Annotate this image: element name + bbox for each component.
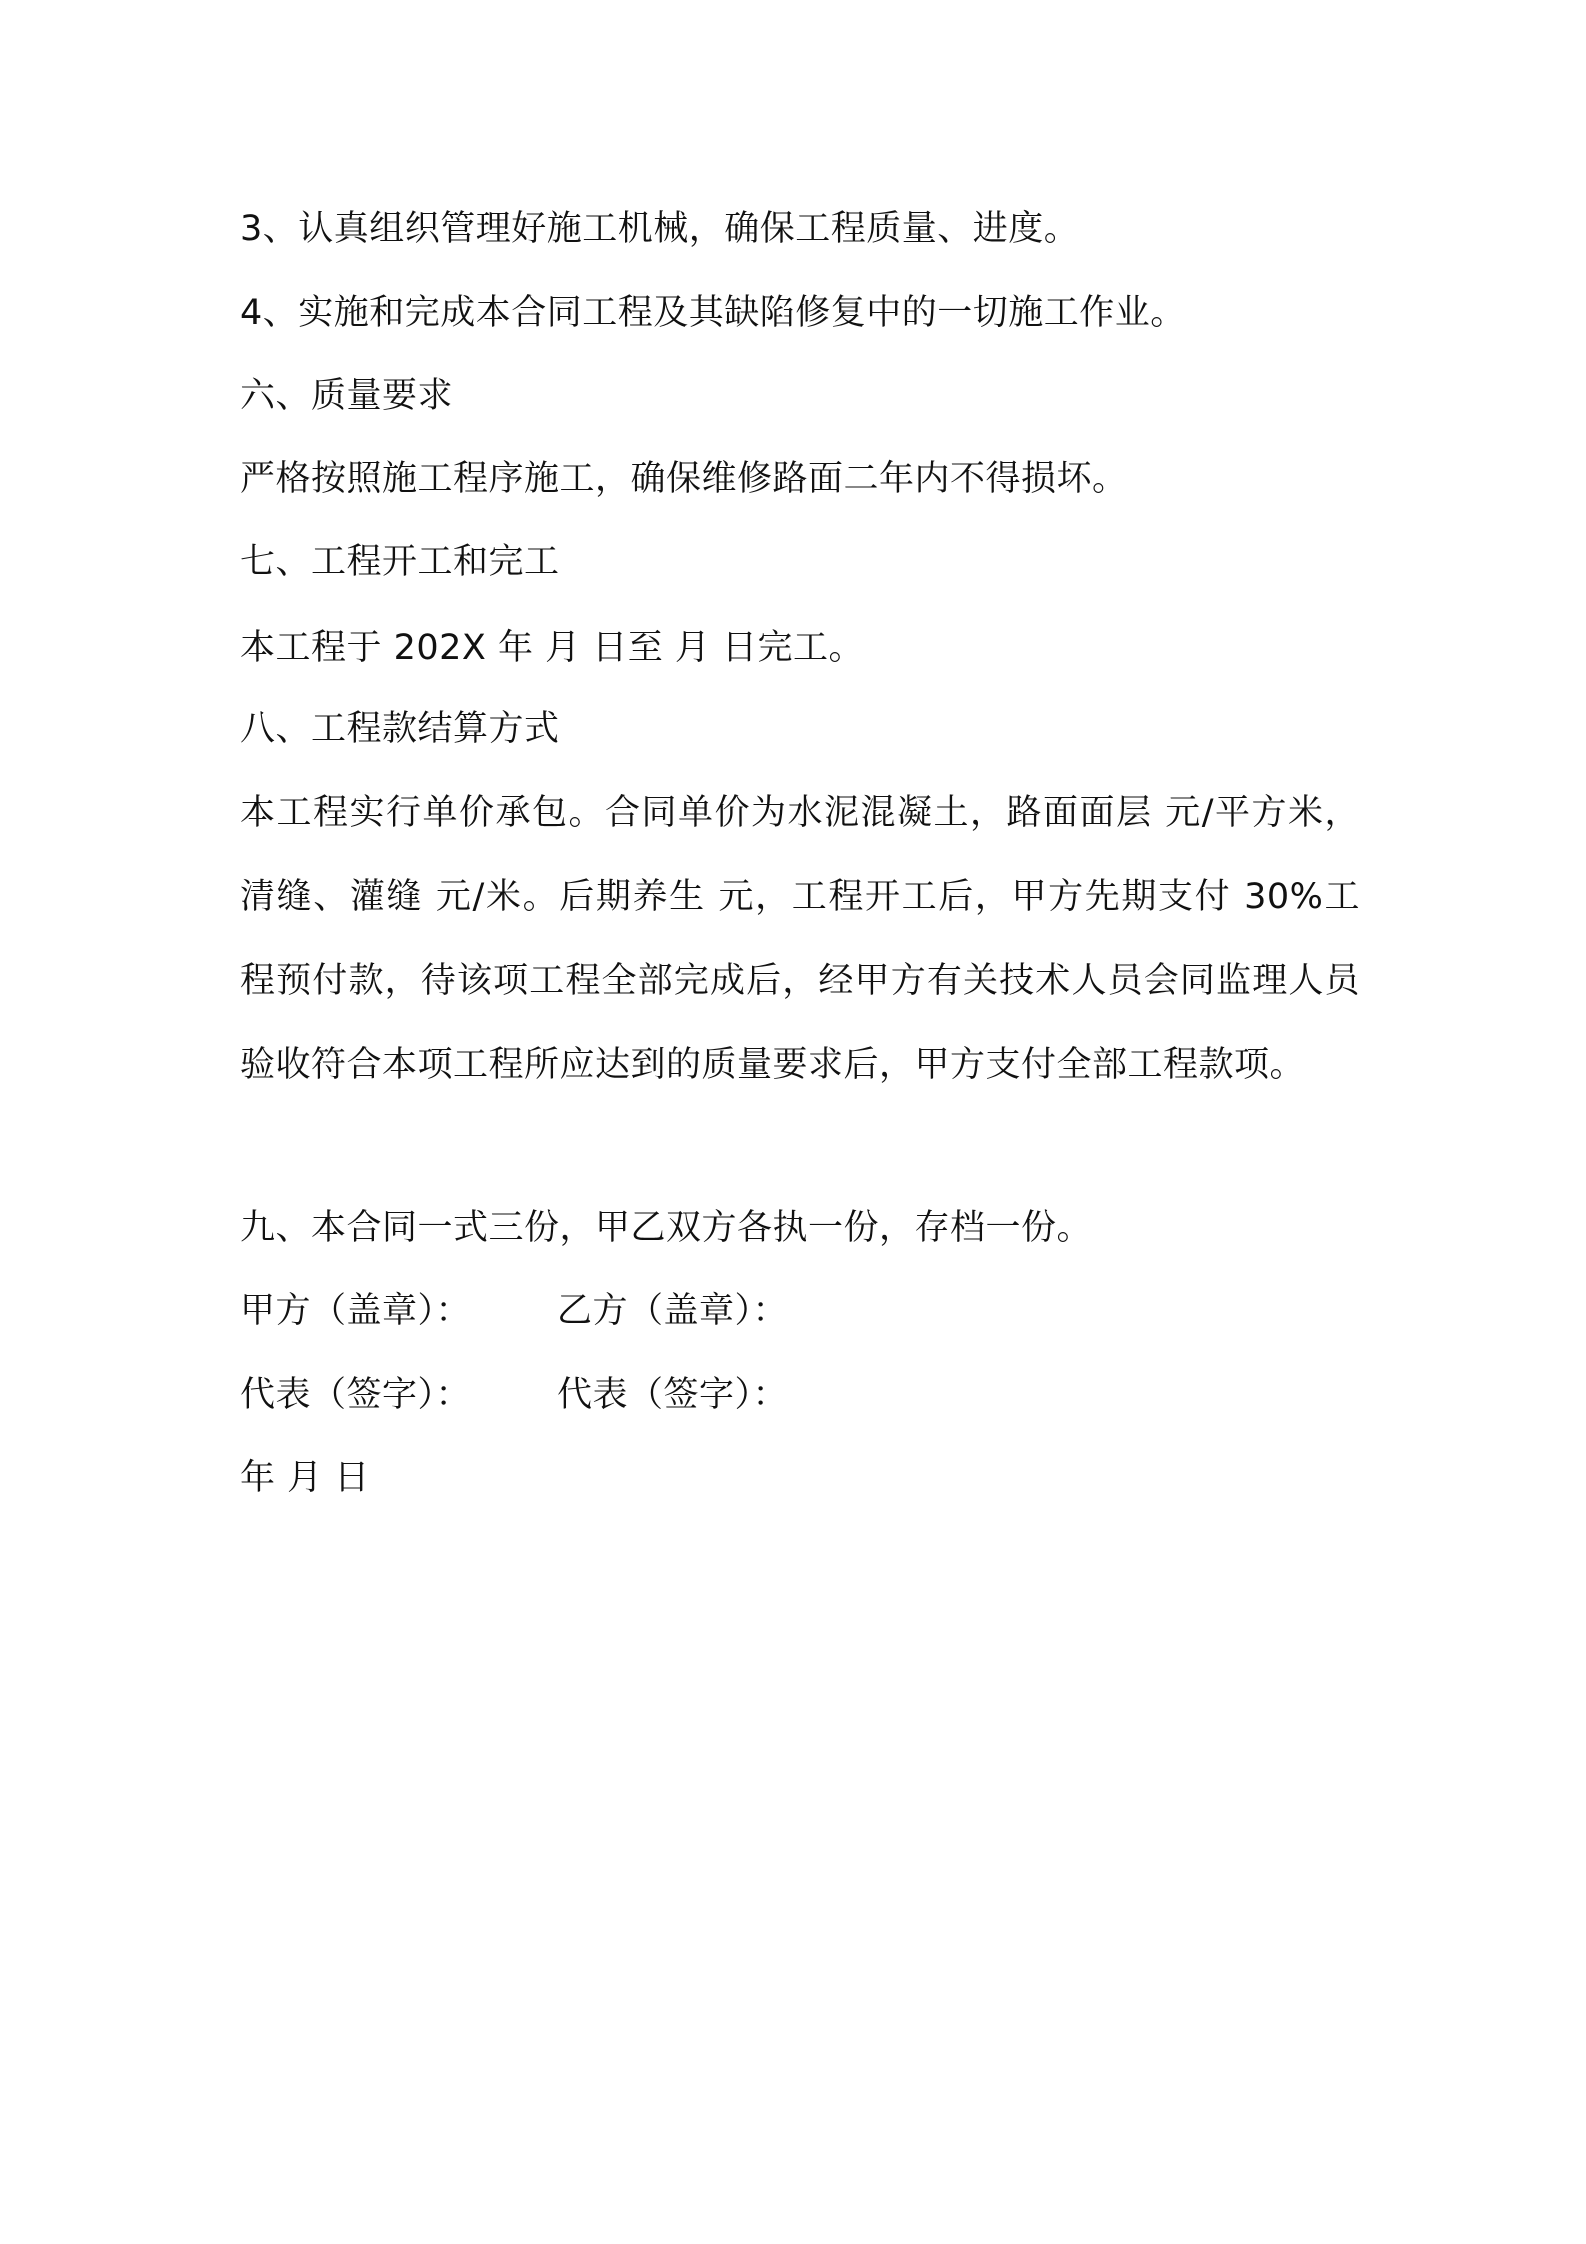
section-6-body: 严格按照施工程序施工，确保维修路面二年内不得损坏。	[240, 459, 1128, 499]
signature-date: 年 月 日	[240, 1458, 370, 1498]
section-8-heading: 八、工程款结算方式	[240, 709, 560, 749]
party-b-rep-text: 代表（签字）：	[557, 1375, 789, 1415]
party-a-seal-text: 甲方（盖章）：	[240, 1291, 472, 1331]
section-7-heading: 七、工程开工和完工	[240, 542, 560, 582]
party-b-representative-label	[557, 1373, 1157, 1417]
section-6-heading: 六、质量要求	[240, 376, 454, 416]
party-b-seal-text: 乙方（盖章）：	[557, 1291, 789, 1331]
section-7-body: 本工程于 202X 年 月 日至 月 日完工。	[240, 628, 865, 668]
clause-item-3: 3、认真组织管理好施工机械，确保工程质量、进度。	[240, 209, 1080, 249]
party-a-rep-text: 代表（签字）：	[240, 1375, 472, 1415]
party-b-seal-label	[557, 1289, 1157, 1333]
section-9-text: 九、本合同一式三份，甲乙双方各执一份，存档一份。	[240, 1208, 1093, 1248]
clause-item-4: 4、实施和完成本合同工程及其缺陷修复中的一切施工作业。	[240, 293, 1186, 333]
section-8-body: 本工程实行单价承包。合同单价为水泥混凝土，路面面层 元/平方米，清缝、灌缝 元/米。后期养生 元，工程开工后，甲方先期支付 30%工程预付款，待该项工程全部完成后，经甲方有关技术人员会同监理人员验收符合本项工程所应达到的质量要求后，甲方支付全部工程款项。	[240, 793, 1360, 1085]
